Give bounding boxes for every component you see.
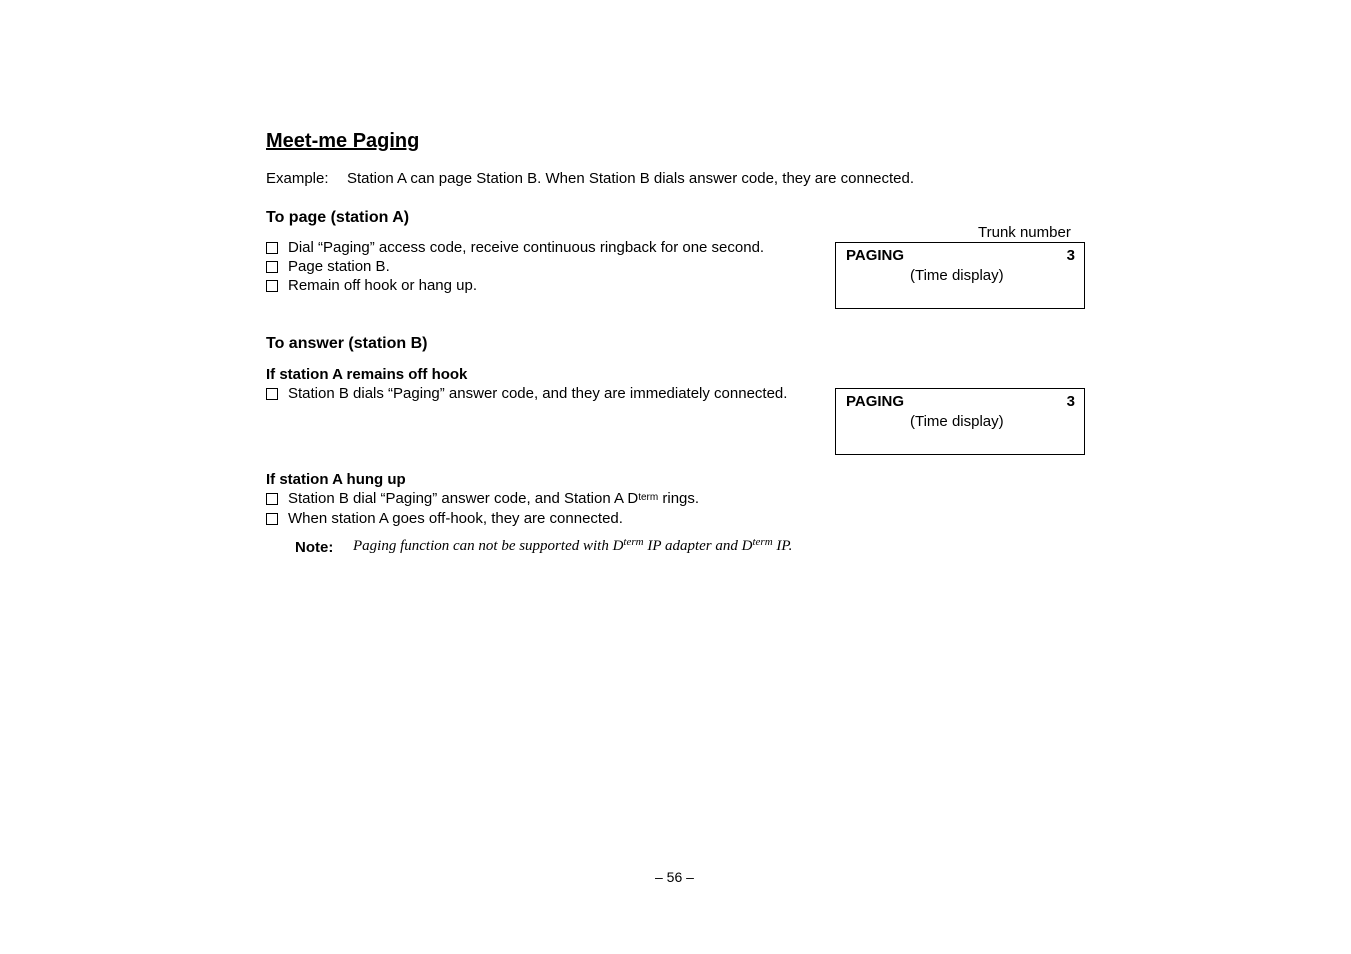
- list-item: [266, 490, 699, 507]
- lcd-line1: PAGING: [846, 247, 905, 264]
- subsection-heading: If station A remains off hook: [266, 366, 468, 383]
- lcd-line1: PAGING: [846, 393, 905, 410]
- lcd-display-2: [835, 388, 1085, 455]
- checkbox-icon: [266, 493, 278, 505]
- checkbox-icon: [266, 242, 278, 254]
- trunk-number-label: Trunk number: [978, 224, 1071, 241]
- checkbox-icon: [266, 513, 278, 525]
- list-item-text: Remain off hook or hang up.: [288, 277, 478, 294]
- note-label: Note:: [295, 539, 334, 556]
- page-number: – 56 –: [655, 869, 694, 885]
- page-title: Meet-me Paging: [266, 130, 420, 152]
- subsection-heading: If station A hung up: [266, 471, 406, 488]
- lcd-trunk-number: 3: [1066, 247, 1075, 264]
- example-label: Example:: [266, 170, 329, 187]
- checkbox-icon: [266, 388, 278, 400]
- list-item-text: Station B dials “Paging” answer code, and they are immediately connected.: [288, 385, 788, 402]
- list-item-text: Page station B.: [288, 258, 390, 275]
- lcd-display-1: [835, 242, 1085, 309]
- list-item: [266, 239, 764, 256]
- list-item-text: Station B dial “Paging” answer code, and Station A $D^{term}$ rings.: [288, 490, 700, 507]
- lcd-line2: (Time display): [910, 413, 1004, 430]
- list-item: [266, 258, 390, 275]
- section-a-heading: To page (station A): [266, 209, 410, 226]
- list-item: [266, 510, 623, 527]
- list-item-text: Dial “Paging” access code, receive continuous ringback for one second.: [288, 239, 765, 256]
- example-text: Station A can page Station B. When Station B dials answer code, they are connected.: [347, 170, 915, 187]
- list-item: [266, 385, 787, 402]
- note-text: Paging function can not be supported with $D^{term}$ IP adapter and $D^{term}$ IP.: [353, 536, 793, 554]
- checkbox-icon: [266, 261, 278, 273]
- checkbox-icon: [266, 280, 278, 292]
- list-item: [266, 277, 477, 294]
- lcd-line2: (Time display): [910, 267, 1004, 284]
- section-b-heading: To answer (station B): [266, 335, 428, 352]
- list-item-text: When station A goes off-hook, they are connected.: [288, 510, 623, 527]
- lcd-trunk-number: 3: [1066, 393, 1075, 410]
